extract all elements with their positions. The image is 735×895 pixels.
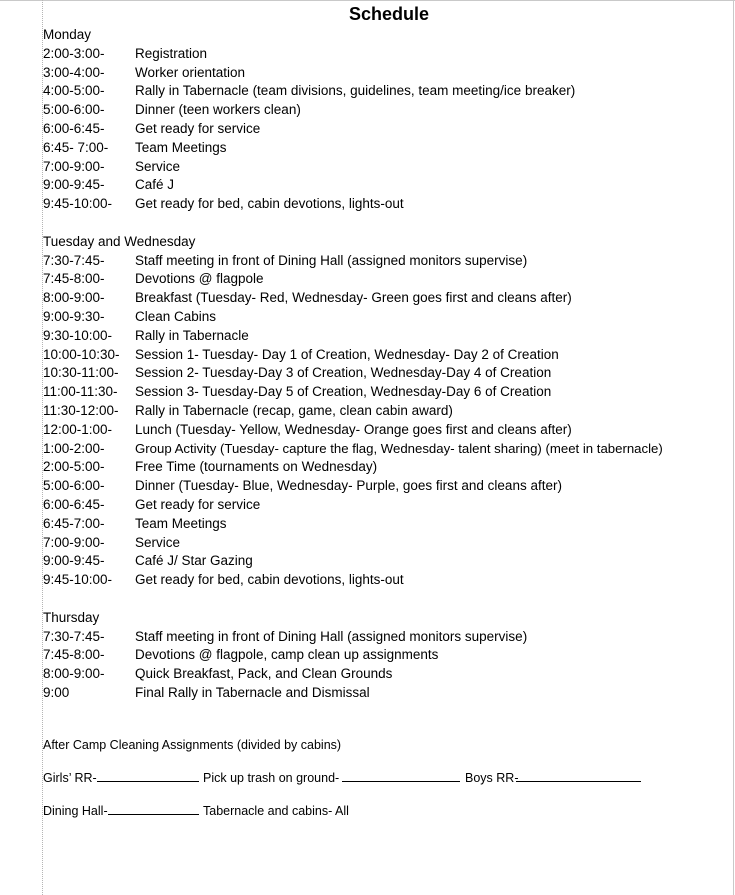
- row-time: 2:00-3:00-: [43, 45, 105, 61]
- schedule-row: [43, 327, 733, 346]
- schedule-row: [43, 308, 733, 327]
- schedule-row: [43, 176, 733, 195]
- girls-rr-blank: [97, 768, 199, 788]
- pick-up-trash-blank: [342, 768, 460, 788]
- pick-up-trash-label: Pick up trash on ground-: [203, 770, 340, 785]
- blank-line: [43, 214, 733, 233]
- schedule-row: [43, 195, 733, 214]
- row-activity: Get ready for bed, cabin devotions, lights-out: [135, 572, 404, 588]
- blank-line: [43, 590, 733, 609]
- row-activity: Session 3- Tuesday-Day 5 of Creation, Wednesday-Day 6 of Creation: [135, 384, 552, 400]
- row-time: 9:00-9:45-: [43, 553, 105, 569]
- section-heading-tuesday-wednesday: Tuesday and Wednesday: [43, 233, 196, 249]
- row-activity: Clean Cabins: [135, 308, 217, 324]
- row-time: 9:30-10:00-: [43, 327, 113, 343]
- schedule-row: [43, 458, 733, 477]
- schedule-row: [43, 139, 733, 158]
- document-body: [43, 26, 733, 821]
- row-time: 7:00-9:00-: [43, 158, 105, 174]
- row-time: 9:45-10:00-: [43, 572, 113, 588]
- row-activity: Dinner (teen workers clean): [135, 102, 301, 118]
- row-activity: Get ready for service: [135, 120, 261, 136]
- row-time: 5:00-6:00-: [43, 478, 105, 494]
- schedule-row: [43, 252, 733, 271]
- row-activity: Devotions @ flagpole: [135, 271, 264, 287]
- girls-rr-label: Girls’ RR-: [43, 770, 97, 785]
- row-time: 5:00-6:00-: [43, 102, 105, 118]
- row-time: 11:30-12:00-: [43, 402, 119, 418]
- schedule-row: [43, 364, 733, 383]
- row-time: 1:00-2:00-: [43, 440, 105, 456]
- row-activity: Registration: [135, 45, 208, 61]
- row-time: 9:00-9:45-: [43, 177, 105, 193]
- row-time: 2:00-5:00-: [43, 459, 105, 475]
- row-time: 10:00-10:30-: [43, 346, 120, 362]
- schedule-row: [43, 346, 733, 365]
- page-right-border: [733, 0, 734, 895]
- schedule-row: [43, 440, 733, 459]
- row-time: 3:00-4:00-: [43, 64, 105, 80]
- row-activity: Breakfast (Tuesday- Red, Wednesday- Green goes first and cleans after): [135, 290, 572, 306]
- schedule-row: [43, 101, 733, 120]
- boys-rr-blank: [516, 768, 641, 788]
- row-activity: Get ready for service: [135, 496, 261, 512]
- row-time: 6:45- 7:00-: [43, 139, 109, 155]
- schedule-row: [43, 515, 733, 534]
- schedule-row: [43, 646, 733, 665]
- dining-hall-label: Dining Hall-: [43, 803, 108, 818]
- row-activity: Café J/ Star Gazing: [135, 553, 253, 569]
- row-activity: Staff meeting in front of Dining Hall (assigned monitors supervise): [135, 628, 528, 644]
- schedule-row: [43, 64, 733, 83]
- row-time: 6:00-6:45-: [43, 120, 105, 136]
- row-time: 6:45-7:00-: [43, 515, 105, 531]
- row-activity: Rally in Tabernacle: [135, 327, 249, 343]
- row-time: 8:00-9:00-: [43, 666, 105, 682]
- schedule-row: [43, 628, 733, 647]
- row-activity: Free Time (tournaments on Wednesday): [135, 459, 378, 475]
- schedule-row: [43, 684, 733, 703]
- page-title: Schedule: [348, 4, 430, 24]
- row-activity: Team Meetings: [135, 515, 227, 531]
- row-activity: Staff meeting in front of Dining Hall (assigned monitors supervise): [135, 252, 528, 268]
- schedule-row: [43, 270, 733, 289]
- row-time: 12:00-1:00-: [43, 421, 113, 437]
- assignment-line-dining: [43, 801, 733, 821]
- cleaning-assignments-title: After Camp Cleaning Assignments (divided by cabins): [43, 737, 342, 752]
- row-time: 9:00: [43, 684, 70, 700]
- row-activity: Service: [135, 534, 181, 550]
- row-time: 7:30-7:45-: [43, 252, 105, 268]
- section-heading-thursday: Thursday: [43, 609, 100, 625]
- row-activity: Café J: [135, 177, 175, 193]
- row-time: 6:00-6:45-: [43, 496, 105, 512]
- section-heading-monday: Monday: [43, 27, 92, 42]
- schedule-row: [43, 496, 733, 515]
- row-time: 7:45-8:00-: [43, 271, 105, 287]
- row-activity: Session 2- Tuesday-Day 3 of Creation, Wednesday-Day 4 of Creation: [135, 365, 552, 381]
- schedule-row: [43, 82, 733, 101]
- row-time: 7:45-8:00-: [43, 647, 105, 663]
- page-top-border: [0, 0, 735, 1]
- row-time: 9:45-10:00-: [43, 196, 113, 212]
- row-time: 7:00-9:00-: [43, 534, 105, 550]
- schedule-row: [43, 571, 733, 590]
- row-activity: Group Activity (Tuesday- capture the flag, Wednesday- talent sharing) (meet in tabernacle): [135, 440, 663, 456]
- schedule-row: [43, 289, 733, 308]
- row-time: 9:00-9:30-: [43, 308, 105, 324]
- row-activity: Rally in Tabernacle (team divisions, guidelines, team meeting/ice breaker): [135, 83, 576, 99]
- schedule-row: [43, 158, 733, 177]
- schedule-row: [43, 665, 733, 684]
- schedule-row: [43, 402, 733, 421]
- row-activity: Rally in Tabernacle (recap, game, clean cabin award): [135, 402, 453, 418]
- row-time: 4:00-5:00-: [43, 83, 105, 99]
- boys-rr-label: Boys RR-: [465, 770, 519, 785]
- schedule-row: [43, 477, 733, 496]
- row-activity: Get ready for bed, cabin devotions, lights-out: [135, 196, 404, 212]
- row-activity: Team Meetings: [135, 139, 227, 155]
- schedule-row: [43, 120, 733, 139]
- tabernacle-cabins-label: Tabernacle and cabins- All: [203, 803, 349, 818]
- row-activity: Service: [135, 158, 181, 174]
- row-activity: Devotions @ flagpole, camp clean up assignments: [135, 647, 439, 663]
- row-activity: Quick Breakfast, Pack, and Clean Grounds: [135, 666, 393, 682]
- row-activity: Worker orientation: [135, 64, 246, 80]
- row-activity: Lunch (Tuesday- Yellow, Wednesday- Orange goes first and cleans after): [135, 421, 572, 437]
- row-time: 11:00-11:30-: [43, 384, 118, 400]
- schedule-row: [43, 534, 733, 553]
- row-activity: Session 1- Tuesday- Day 1 of Creation, Wednesday- Day 2 of Creation: [135, 346, 559, 362]
- row-time: 7:30-7:45-: [43, 628, 105, 644]
- schedule-row: [43, 383, 733, 402]
- row-time: 8:00-9:00-: [43, 290, 105, 306]
- row-activity: Dinner (Tuesday- Blue, Wednesday- Purple, goes first and cleans after): [135, 478, 562, 494]
- row-activity: Final Rally in Tabernacle and Dismissal: [135, 684, 370, 700]
- row-time: 10:30-11:00-: [43, 365, 119, 381]
- assignment-line-restrooms: [43, 768, 733, 788]
- schedule-row: [43, 45, 733, 64]
- dining-hall-blank: [108, 801, 199, 821]
- schedule-row: [43, 552, 733, 571]
- schedule-row: [43, 421, 733, 440]
